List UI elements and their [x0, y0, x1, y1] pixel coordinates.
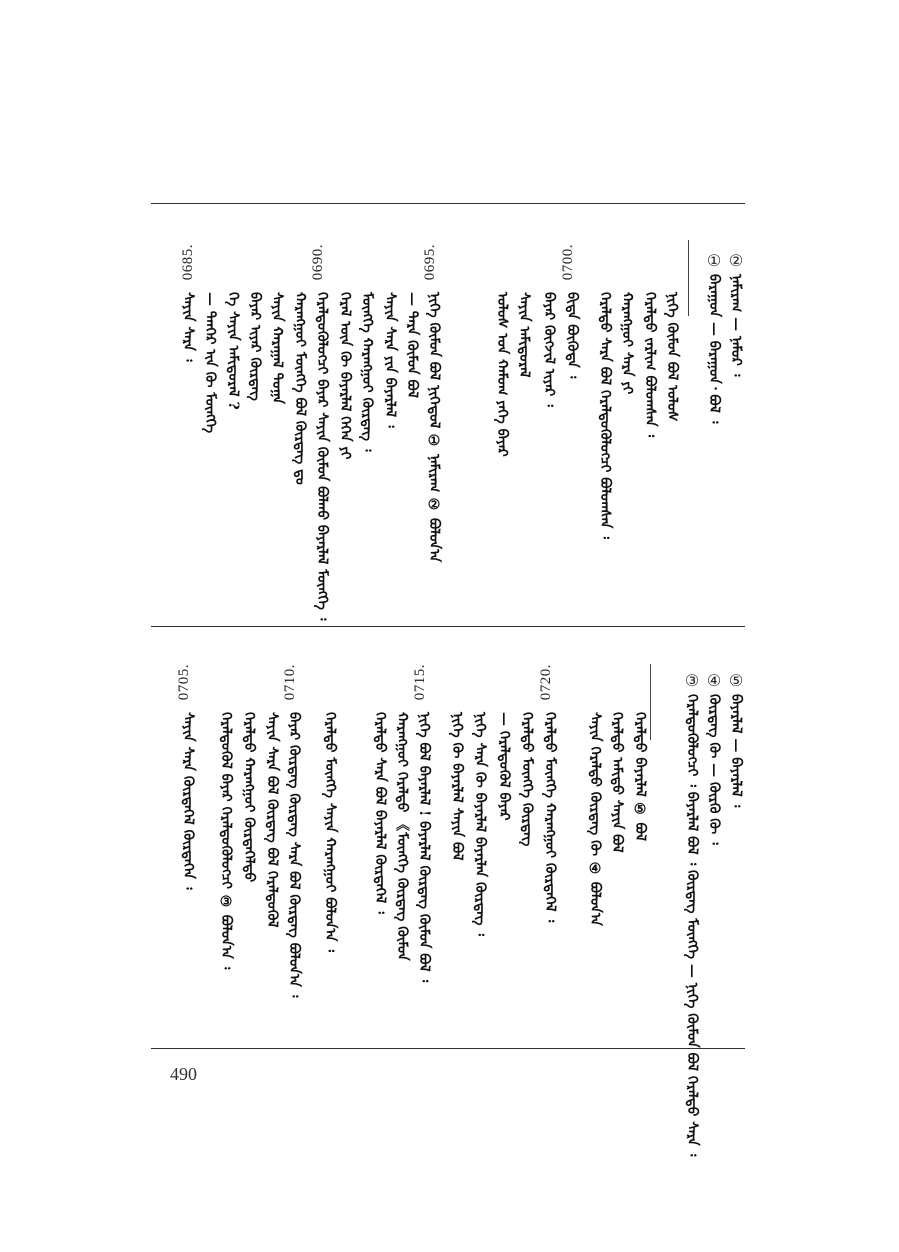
line-text: — ᠲᠡᠨᠭᠡᠷ ᠢᠨ ᠬᠦ ᠮᠥᠩᠭᠡ	[202, 292, 218, 434]
line	[310, 292, 334, 620]
line	[422, 292, 446, 562]
line	[615, 292, 639, 394]
entry-0700	[560, 244, 577, 286]
line-text: ᠪᠠᠶᠠᠷ ᠬᠥᠭᠵᠢᠯ ᠢᠶᠡᠷ ᠄	[541, 292, 557, 407]
line-text: ᠭᠡᠷᠡᠯᠲᠦᠭᠦᠯᠦᠭᠴᠢ ᠪᠠᠶᠠᠷ ᠰᠠᠶᠢᠨ ᠬᠦᠮᠦᠨ ᠪᠣᠯᠬᠤ ᠪᠠᠶᠠᠷᠯᠠᠯ ᠮᠥᠩᠭᠡ ᠄	[314, 292, 330, 621]
page-number: 490	[170, 1064, 197, 1084]
line-text: ᠬᠠᠷᠠᠩᠭᠤᠢ ᠮᠥᠩᠭᠡ ᠪᠣᠯ ᠬᠦᠷᠳᠡᠭ ᠳᠤ	[292, 292, 308, 485]
footnote-mark: ⑤	[728, 671, 744, 690]
entry-0690	[310, 244, 327, 286]
footnote-text: ᠪᠠᠷᠠᠭᠤᠨ — ᠪᠠᠷᠠᠭᠤᠨ᠂ ᠪᠣᠯ ᠄	[706, 274, 722, 424]
line-text: ᠨᠢᠭᠡ ᠬᠦᠮᠦᠨ ᠪᠣᠯ ᠤᠯᠤᠰ	[664, 292, 680, 422]
entry-number: 0715.	[412, 664, 428, 701]
line	[468, 712, 492, 936]
entry-0685	[180, 244, 197, 286]
entry-0705	[176, 664, 193, 706]
entry-0715	[412, 664, 429, 706]
line	[537, 292, 561, 407]
line	[512, 292, 536, 378]
line	[515, 712, 539, 846]
top-rule	[151, 203, 745, 204]
line-text: ᠮᠥᠩᠭᠡ ᠬᠠᠷᠠᠩᠭᠤᠢ ᠬᠦᠷᠳᠡᠭ ᠄	[359, 292, 375, 452]
line-text: ᠪᠢᠳᠡ ᠪᠦᠭᠦᠳᠡ ᠄	[564, 292, 580, 379]
bottom-rule	[151, 1048, 745, 1049]
entry-number: 0700.	[560, 244, 576, 281]
line	[176, 712, 200, 890]
footnote-text: ᠭᠡᠷᠡᠯᠲᠦᠭᠦᠯᠦᠭᠴᠢ ᠄ ᠪᠠᠶᠠᠷᠯᠠᠯ ᠪᠣᠯ ᠄ ᠬᠦᠷᠳᠡᠭ ᠮᠥᠩᠭᠡ — ᠨᠢᠭᠡ ᠬᠦᠮᠦᠨ ᠪᠣᠯ ᠭᠡᠷᠡᠯᠲᠦ ᠰᠠᠷᠠ ᠄	[684, 694, 700, 1157]
line-text: ᠭᠡᠷᠡᠯᠲᠦ ᠪᠠᠶᠠᠷᠯᠠᠯ ⑤ ᠪᠣᠯ	[632, 712, 648, 841]
line-text: ᠨᠢᠭᠡ ᠬᠦᠮᠦᠨ ᠪᠣᠯ ᠨᠢᠭᠡᠳᠦᠯ ① ᠨᠠᠮᠢᠷᠠᠭ ② ᠪᠣᠯᠤᠨ᠎ᠠ	[426, 292, 442, 563]
line-text: ᠨᠢᠭᠡ ᠰᠠᠷᠠ ᠬᠦ ᠪᠠᠶᠠᠷᠯᠠᠯ ᠪᠠᠶᠠᠷᠯᠠᠨ ᠬᠦᠷᠳᠡᠭ ᠄	[472, 712, 488, 936]
line	[355, 292, 379, 452]
line	[368, 712, 392, 914]
line-text: ᠭᠡᠷᠡᠯᠲᠦ ᠬᠠᠷᠠᠩᠭᠤᠢ ᠬᠦᠷᠳᠡᠭᠡᠯᠲᠦ	[241, 712, 257, 883]
line	[560, 292, 584, 378]
line	[593, 292, 617, 539]
entry-number: 0685.	[180, 244, 196, 281]
line	[243, 292, 267, 401]
line-text: ᠨᠢᠭᠡ ᠪᠣᠯ ᠪᠠᠶᠠᠷᠯᠠᠯ ! ᠪᠠᠶᠠᠷᠯᠠᠯ ᠬᠦᠷᠳᠡᠭ ᠬᠦᠮᠦᠨ ᠪᠣᠯ ᠄	[416, 712, 432, 983]
line-text: ᠭᠡᠷᠡᠯᠲᠦ ᠠᠮᠢᠳᠤ ᠰᠠᠶᠢᠨ ᠪᠣᠯ	[609, 712, 625, 853]
line-text: ᠪᠠᠶᠠᠷ ᠢᠶᠡᠷ ᠬᠦᠷᠳᠡᠭ	[247, 292, 263, 401]
line-text: ᠭᠡᠷᠡᠯᠲᠦ ᠮᠥᠩᠭᠡ ᠰᠠᠶᠢᠨ ᠬᠠᠷᠠᠩᠭᠤᠢ ᠪᠣᠯᠤᠨ᠎ᠠ ᠄	[322, 712, 338, 952]
line	[333, 292, 357, 459]
line	[288, 292, 312, 485]
line-text: ᠨᠢᠭᠡ ᠬᠦ ᠪᠠᠶᠠᠷᠯᠠᠯ ᠰᠠᠶᠢᠨ ᠪᠣᠯ	[449, 712, 465, 861]
line	[445, 712, 469, 860]
line-text: ᠰᠠᠶᠢᠨ ᠰᠠᠷᠠ ᠪᠣᠯ ᠬᠦᠷᠳᠡᠭ ᠪᠣᠯ ᠭᠡᠷᠡᠯᠲᠦᠭᠦᠯ	[264, 712, 280, 928]
line	[378, 292, 402, 428]
line	[260, 712, 284, 928]
lower-footnote-3	[680, 668, 704, 1156]
line	[492, 712, 516, 821]
line	[490, 292, 514, 457]
line-text: — ᠭᠡᠷᠡᠯᠲᠦᠭᠦᠯ ᠪᠠᠶᠠᠷ	[496, 712, 512, 821]
entry-number: 0720.	[538, 664, 554, 701]
line-text: ᠤᠯᠤᠰ ᠤᠨ ᠬᠠᠮᠤᠭ ᠶᠡᠬᠡ ᠪᠠᠶᠠᠷ	[494, 292, 510, 457]
line-text: ᠭᠡᠷᠡᠯᠲᠦ ᠵᠠᠷᠯᠢᠭ ᠪᠣᠯᠤᠭᠰᠠᠨ ᠄	[642, 292, 658, 438]
line	[214, 712, 238, 969]
line-text: ᠰᠠᠶᠢᠨ ᠰᠠᠷᠠ ᠄	[180, 292, 196, 362]
line	[583, 712, 607, 926]
line-text: ᠬᠠᠷᠠᠩᠭᠤᠢ ᠭᠡᠷᠡᠯᠲᠦ 《ᠮᠥᠩᠭᠡ ᠬᠦᠷᠳᠡᠭ ᠬᠦᠮᠦᠨ	[394, 712, 410, 961]
upper-footnote-1	[702, 248, 726, 423]
lower-footnote-4	[702, 668, 726, 845]
line-text: ᠪᠠᠶᠠᠷ ᠬᠦᠷᠳᠡᠭ ᠬᠦᠷᠳᠡᠭ ᠰᠠᠷᠠ ᠪᠣᠯ ᠬᠦᠷᠳᠡᠭ ᠪᠣᠯᠤᠨ᠎ᠠ ᠄	[286, 712, 302, 998]
upper-footnote-rule	[688, 240, 689, 316]
footnote-text: ᠪᠠᠶᠠᠷᠯᠠᠯ — ᠪᠠᠶᠠᠷᠯᠠᠯ ᠄	[728, 694, 744, 808]
line	[265, 292, 289, 404]
line	[318, 712, 342, 952]
entry-0710	[282, 664, 299, 706]
line-text: ᠭᠡᠷᠡᠯᠲᠦ ᠮᠥᠩᠭᠡ ᠬᠠᠷᠠᠩᠭᠤᠢ ᠬᠦᠷᠳᠡᠭᠡᠯ ᠄	[542, 712, 558, 923]
entry-number: 0695.	[422, 244, 438, 281]
line	[605, 712, 629, 853]
footnote-text: ᠬᠦᠷᠳᠡᠭ ᠬᠦ — ᠬᠦᠷᠬᠦ ᠬᠦ ᠄	[706, 694, 722, 845]
line-text: ᠭᠡᠷᠡᠯ ᠦᠨ ᠬᠦ ᠪᠠᠶᠠᠷᠯᠠᠯ ᠭᠡᠭᠡᠨ ᠶᠢ	[337, 292, 353, 460]
line	[400, 292, 424, 398]
line-text: ᠭᠡᠷᠡᠯᠲᠦ ᠰᠠᠷᠠ ᠪᠣᠯ ᠪᠠᠶᠠᠷᠯᠠᠯ ᠬᠦᠷᠳᠡᠭᠡᠯ ᠄	[372, 712, 388, 914]
upper-footnote-2	[724, 248, 748, 376]
line-text: ᠰᠠᠶᠢᠨ ᠠᠮᠢᠳᠤᠷᠠᠯ	[516, 292, 532, 378]
line-text: ᠭᠡᠷᠡᠯᠲᠦᠭᠦᠯ ᠪᠠᠶᠠᠷ ᠭᠡᠷᠡᠯᠲᠦᠭᠦᠯᠦᠭᠴᠢ ③ ᠪᠣᠯᠤᠨ᠎ᠠ ᠄	[218, 712, 234, 970]
line	[221, 292, 245, 410]
entry-0720	[538, 664, 555, 706]
line	[638, 292, 662, 437]
line-text: — ᠲᠡᠷᠡ ᠬᠦᠮᠦᠨ ᠪᠣᠯ	[404, 292, 420, 398]
line	[282, 712, 306, 997]
line	[176, 292, 200, 362]
line	[198, 292, 222, 433]
footnote-mark: ④	[706, 671, 722, 690]
line-text: ᠰᠠᠶᠢᠨ ᠰᠠᠷᠠ ᠶᠢᠨ ᠪᠠᠶᠠᠷᠯᠠᠯ ᠄	[382, 292, 398, 428]
line-text: ᠭᠡᠷᠡᠯᠲᠦ ᠮᠥᠩᠭᠡ ᠬᠦᠷᠳᠡᠭ	[519, 712, 535, 847]
footnote-mark: ②	[728, 251, 744, 270]
lower-footnote-5	[724, 668, 748, 807]
middle-rule	[151, 626, 745, 627]
line	[660, 292, 684, 422]
line	[390, 712, 414, 961]
line-text: ᠭᠡᠷᠡᠯᠲᠦ ᠰᠠᠷᠠ ᠪᠣᠯ ᠭᠡᠷᠡᠯᠲᠦᠭᠦᠯᠦᠭᠴᠢ ᠪᠣᠯᠤᠭᠰᠠᠨ ᠄	[597, 292, 613, 539]
line-text: ᠬᠠᠷᠠᠩᠭᠤᠢ ᠰᠠᠷᠠ ᠶᠢ	[619, 292, 635, 395]
line-text: ᠭᠡ ᠰᠠᠶᠢᠨ ᠠᠮᠢᠳᠤᠷᠠᠯ ?	[225, 292, 241, 410]
line	[538, 712, 562, 922]
entry-number: 0710.	[282, 664, 298, 701]
line-text: ᠰᠠᠶᠢᠨ ᠭᠡᠷᠡᠯᠲᠦ ᠬᠦᠷᠳᠡᠭ ᠬᠦ ④ ᠪᠣᠯᠤᠨ᠎ᠠ	[587, 712, 603, 926]
line	[237, 712, 261, 882]
line	[628, 712, 652, 841]
footnote-mark: ③	[684, 671, 700, 690]
entry-number: 0705.	[176, 664, 192, 701]
entry-number: 0690.	[310, 244, 326, 281]
line-text: ᠰᠠᠶᠢᠨ ᠬᠠᠷᠠᠭᠠᠯ ᠲᠣᠭᠠ	[269, 292, 285, 405]
footnote-text: ᠨᠠᠮᠢᠷᠠᠭ — ᠨᠠᠮᠤᠷ ᠄	[728, 274, 744, 377]
footnote-mark: ①	[706, 251, 722, 270]
line-text: ᠰᠠᠶᠢᠨ ᠰᠠᠷᠠ ᠬᠦᠷᠳᠡᠭᠡᠯ ᠬᠦᠷᠳᠡᠭᠡᠨ ᠄	[180, 712, 196, 890]
line	[412, 712, 436, 982]
entry-0695	[422, 244, 439, 286]
